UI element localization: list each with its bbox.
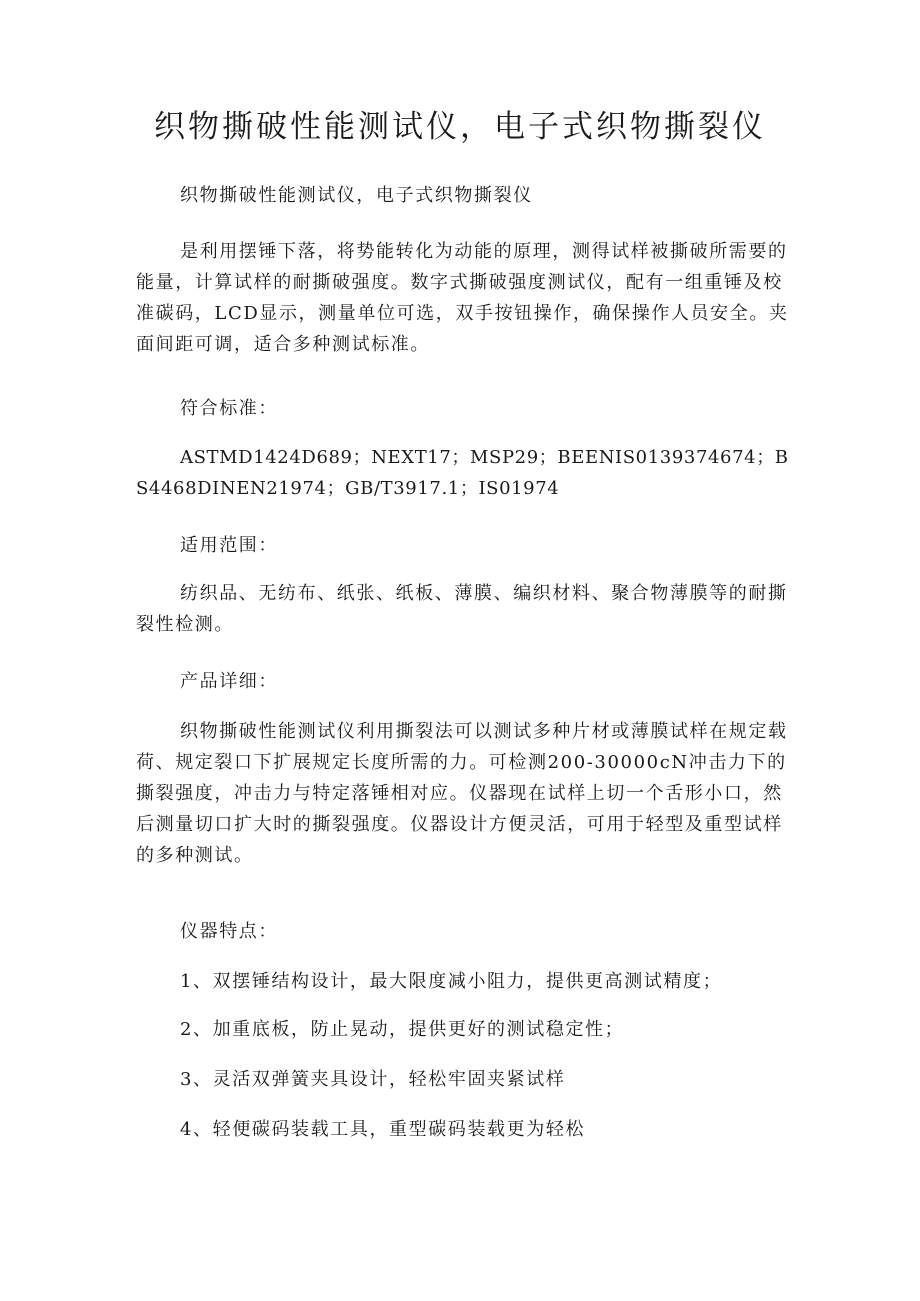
feature-item: 3、灵活双弹簧夹具设计，轻松牢固夹紧试样	[180, 1069, 566, 1090]
scope-paragraph: 纺织品、无纺布、纸张、纸板、薄膜、编织材料、聚合物薄膜等的耐撕裂性检测。	[136, 583, 788, 635]
feature-item: 2、加重底板，防止晃动，提供更好的测试稳定性；	[180, 1019, 625, 1040]
detail-heading: 产品详细：	[180, 671, 278, 692]
detail-paragraph: 织物撕破性能测试仪利用撕裂法可以测试多种片材或薄膜试样在规定载荷、规定裂口下扩展规定长度所需的力。可检测200-30000cN冲击力下的撕裂强度，冲击力与特定落锤相对应。仪器现在试样上切一个舌形小口，然后测量切口扩大时的撕裂强度。仪器设计方便灵活，可用于轻型及重型试样的多种测试。	[136, 721, 788, 866]
feature-item: 4、轻便碳码装载工具，重型碳码装载更为轻松	[180, 1119, 586, 1140]
features-heading: 仪器特点：	[180, 921, 278, 942]
feature-item: 1、双摆锤结构设计，最大限度减小阻力，提供更高测试精度；	[180, 971, 723, 992]
standards-paragraph: ASTMD1424D689；NEXT17；MSP29；BEENIS0139374674；BS4468DINEN21974；GB/T3917.1；IS01974	[136, 447, 789, 499]
document-title: 织物撕破性能测试仪，电子式织物撕裂仪	[154, 109, 766, 145]
standards-heading: 符合标准：	[180, 398, 278, 419]
subtitle-paragraph: 织物撕破性能测试仪，电子式织物撕裂仪	[180, 185, 533, 206]
description-paragraph: 是利用摆锤下落，将势能转化为动能的原理，测得试样被撕破所需要的能量，计算试样的耐撕破强度。数字式撕破强度测试仪，配有一组重锤及校准碳码，LCD显示，测量单位可选，双手按钮操作，确保操作人员安全。夹面间距可调，适合多种测试标准。	[136, 241, 789, 355]
scope-heading: 适用范围：	[180, 535, 278, 556]
